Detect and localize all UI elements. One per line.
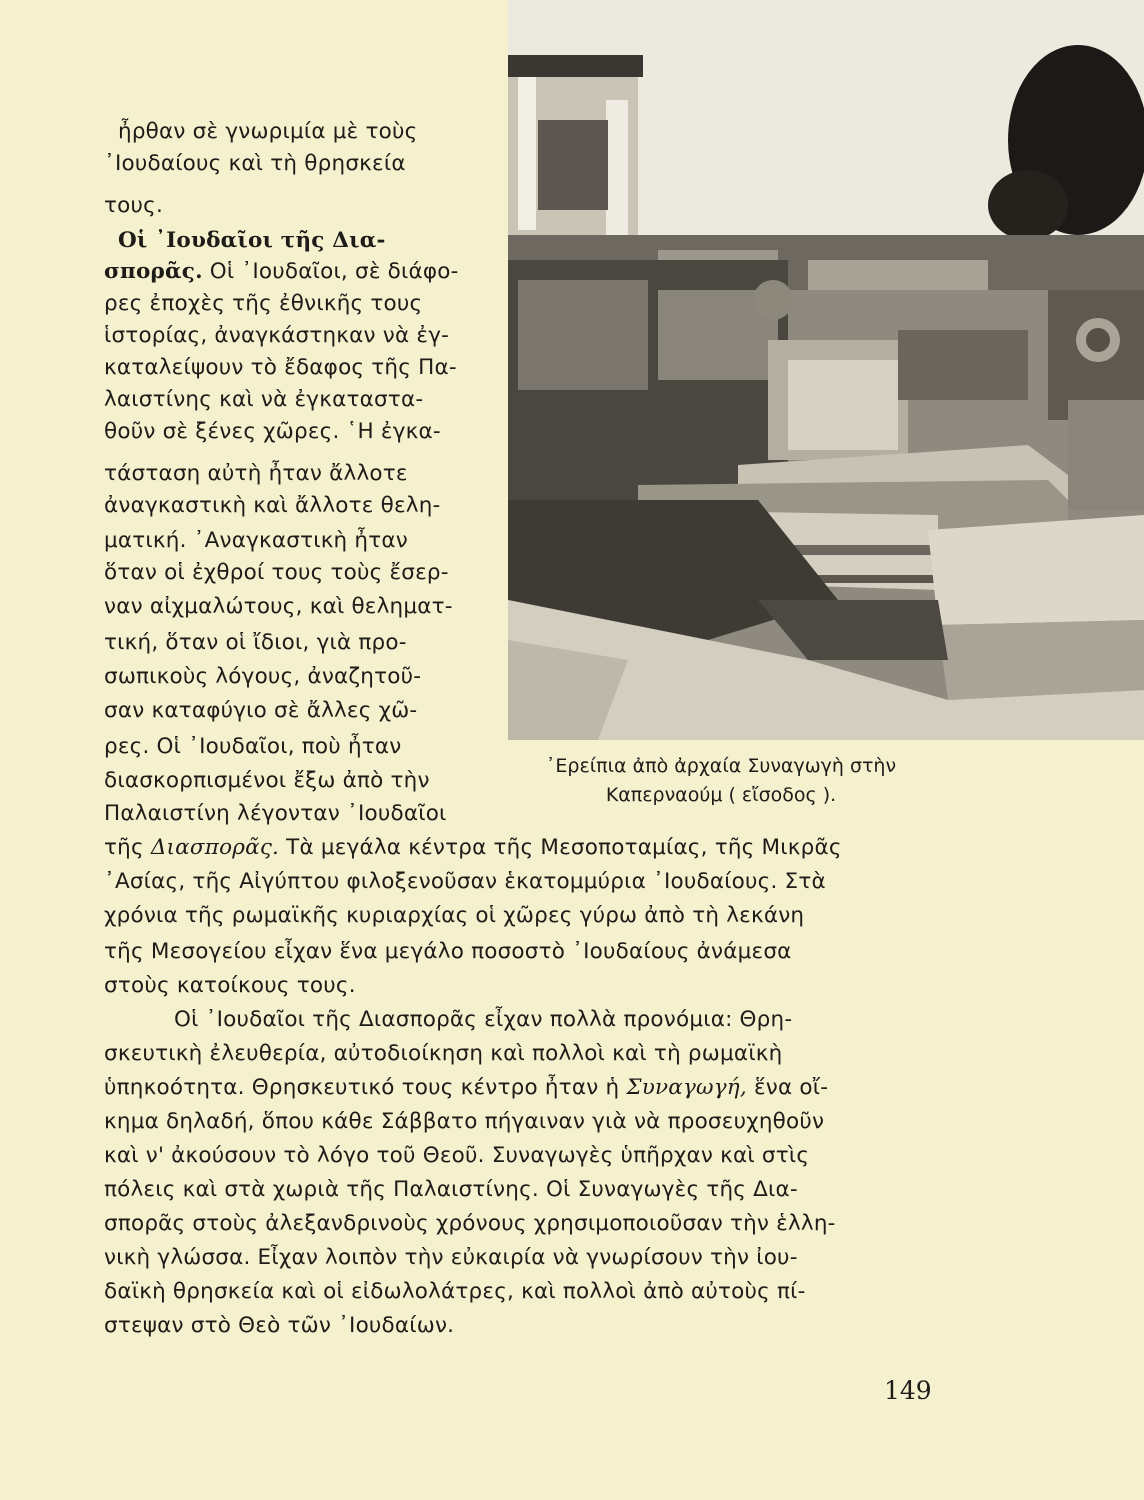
column-line-3: τους.	[104, 193, 163, 218]
section-line: ἀναγκαστικὴ καὶ ἄλλοτε θελη-	[104, 493, 441, 518]
section-line: τάσταση αὐτὴ ἦταν ἄλλοτε	[104, 461, 408, 486]
section-line-1-rest: Οἱ ᾿Ιουδαῖοι, σὲ διάφο-	[202, 259, 459, 284]
synagogue-ruins-photo	[508, 0, 1144, 740]
paragraph2-line: νικὴ γλώσσα. Εἶχαν λοιπὸν τὴν εὐκαιρία νὰ γνωρίσουν τὴν ἰου-	[104, 1245, 798, 1270]
paragraph2-line: κημα δηλαδή, ὅπου κάθε Σάββατο πήγαιναν γιὰ νὰ προσευχηθοῦν	[104, 1109, 825, 1134]
wide-line: στοὺς κατοίκους τους.	[104, 973, 356, 998]
wide-line-1-pre: τῆς	[104, 835, 151, 860]
photo-caption	[498, 752, 944, 810]
paragraph2-line: καὶ ν' ἀκούσουν τὸ λόγο τοῦ Θεοῦ. Συναγωγὲς ὑπῆρχαν καὶ στὶς	[104, 1143, 810, 1168]
section-line: σαν καταφύγιο σὲ ἄλλες χῶ-	[104, 698, 418, 723]
section-line: διασκορπισμένοι ἔξω ἀπὸ τὴν	[104, 768, 430, 793]
section-heading	[118, 226, 386, 256]
section-line: καταλείψουν τὸ ἔδαφος τῆς Πα-	[104, 355, 457, 380]
wide-line-1	[104, 833, 842, 863]
section-line: Παλαιστίνη λέγονταν ᾿Ιουδαῖοι	[104, 801, 447, 826]
section-line: τική, ὅταν οἱ ἴδιοι, γιὰ προ-	[104, 630, 407, 655]
paragraph2-line: στεψαν στὸ Θεὸ τῶν ᾿Ιουδαίων.	[104, 1313, 455, 1338]
section-line: ρες ἐποχὲς τῆς ἐθνικῆς τους	[104, 291, 423, 316]
paragraph2-line: Οἱ ᾿Ιουδαῖοι τῆς Διασπορᾶς εἶχαν πολλὰ προνόμια: Θρη-	[174, 1007, 793, 1032]
paragraph2-line: δαϊκὴ θρησκεία καὶ οἱ εἰδωλολάτρες, καὶ πολλοὶ ἀπὸ αὐτοὺς πί-	[104, 1279, 806, 1304]
diaspora-term: Διασπορᾶς.	[150, 835, 280, 860]
column-line-2: ᾿Ιουδαίους καὶ τὴ θρησκεία	[104, 151, 406, 176]
paragraph2-line-3	[104, 1073, 828, 1103]
section-line: σωπικοὺς λόγους, ἀναζητοῦ-	[104, 664, 422, 689]
section-heading-text: Οἱ ᾿Ιουδαῖοι τῆς Δια-	[118, 228, 386, 253]
wide-line: τῆς Μεσογείου εἶχαν ἕνα μεγάλο ποσοστὸ ᾿Ιουδαίους ἀνάμεσα	[104, 939, 792, 964]
section-line: ὅταν οἱ ἐχθροί τους τοὺς ἔσερ-	[104, 560, 449, 585]
paragraph2-line: πόλεις καὶ στὰ χωριὰ τῆς Παλαιστίνης. Οἱ Συναγωγὲς τῆς Δια-	[104, 1177, 798, 1202]
section-line: ναν αἰχμαλώτους, καὶ θεληματ-	[104, 594, 453, 619]
section-line: λαιστίνης καὶ νὰ ἐγκαταστα-	[104, 387, 424, 412]
section-line: ματική. ᾿Αναγκαστικὴ ἦταν	[104, 528, 408, 553]
section-line: ρες. Οἱ ᾿Ιουδαῖοι, ποὺ ἦταν	[104, 734, 402, 759]
paragraph2-line-3-post: ἕνα οἴ-	[746, 1075, 829, 1100]
page-number: 149	[884, 1376, 932, 1405]
caption-line: ᾿Ερείπια ἀπὸ ἀρχαία Συναγωγὴ στὴν	[545, 755, 897, 777]
wide-line: χρόνια τῆς ρωμαϊκῆς κυριαρχίας οἱ χῶρες γύρω ἀπὸ τὴ λεκάνη	[104, 903, 805, 928]
wide-line-1-post: Τὰ μεγάλα κέντρα τῆς Μεσοποταμίας, τῆς Μικρᾶς	[279, 835, 842, 860]
section-line-1	[104, 257, 459, 287]
paragraph2-line-3-pre: ὑπηκοότητα. Θρησκευτικό τους κέντρο ἦταν ἡ	[104, 1075, 627, 1100]
wide-line: ᾿Ασίας, τῆς Αἰγύπτου φιλοξενοῦσαν ἑκατομμύρια ᾿Ιουδαίους. Στὰ	[104, 869, 826, 894]
section-heading-end: σπορᾶς.	[104, 259, 203, 284]
synagogue-term: Συναγωγή,	[626, 1075, 747, 1100]
paragraph2-line: σκευτικὴ ἐλευθερία, αὐτοδιοίκηση καὶ πολλοὶ καὶ τὴ ρωμαϊκὴ	[104, 1041, 783, 1066]
caption-line: Καπερναούμ ( εἴσοδος ).	[605, 784, 837, 806]
paragraph2-line: σπορᾶς στοὺς ἀλεξανδρινοὺς χρόνους χρησιμοποιοῦσαν τὴν ἑλλη-	[104, 1211, 836, 1236]
section-line: ἱστορίας, ἀναγκάστηκαν νὰ ἐγ-	[104, 323, 450, 348]
section-line: θοῦν σὲ ξένες χῶρες. ῾Η ἐγκα-	[104, 419, 441, 444]
column-line-1: ἦρθαν σὲ γνωριμία μὲ τοὺς	[118, 119, 418, 144]
